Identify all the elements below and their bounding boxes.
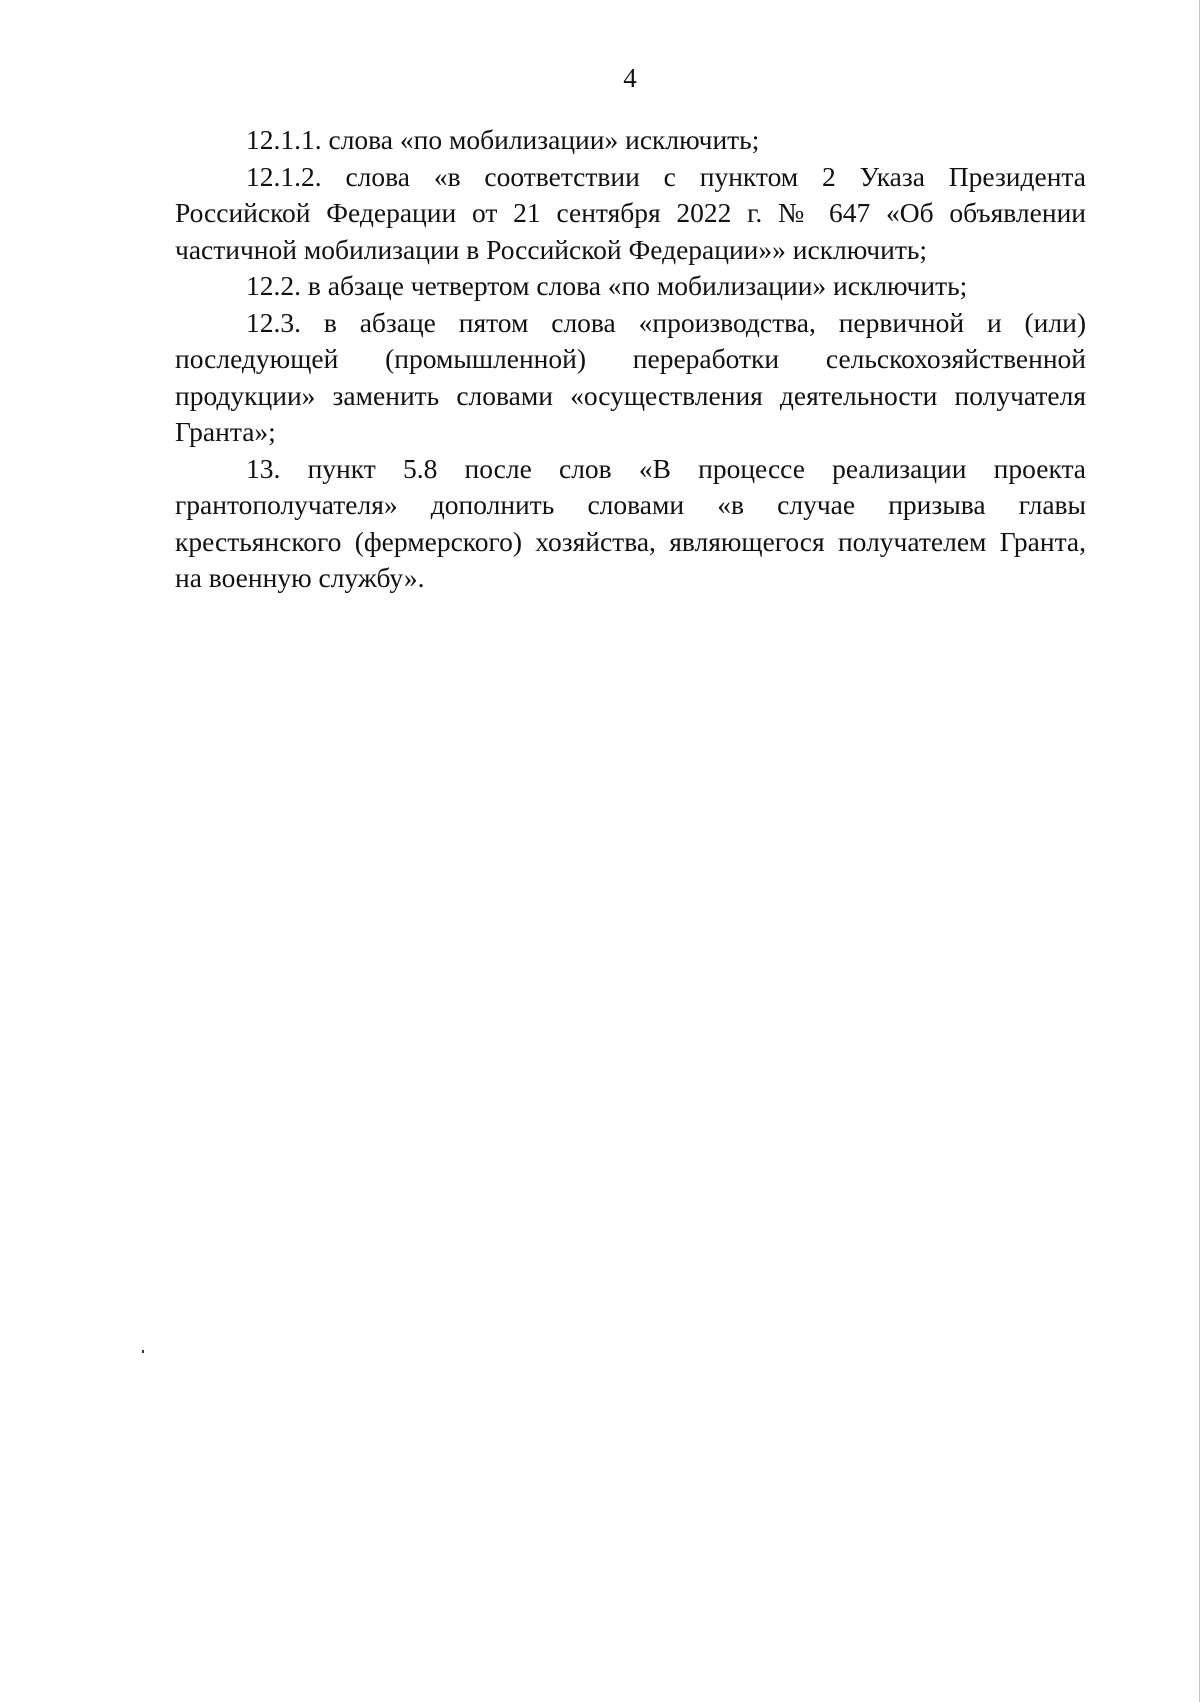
scan-speck — [142, 1350, 144, 1353]
paragraph-12-2: 12.2. в абзаце четвертом слова «по мобилизации» исключить; — [246, 270, 968, 301]
paragraph-12-1-1: 12.1.1. слова «по мобилизации» исключить; — [246, 124, 760, 155]
document-body — [175, 122, 1086, 597]
paragraph-13: 13. пункт 5.8 после слов «В процессе реализации проекта грантополучателя» дополнить словами «в случае призыва главы крестьянского (фермерского) хозяйства, являющегося получателем Гранта, на военную службу». — [175, 452, 1086, 593]
page-number: 4 — [623, 63, 637, 93]
paragraph-12-1-2: 12.1.2. слова «в соответствии с пунктом 2 Указа Президента Российской Федерации от 21 сентября 2022 г. № 647 «Об объявлении частичной мобилизации в Российской Федерации»» исключить; — [175, 160, 1086, 265]
paragraph-12-3: 12.3. в абзаце пятом слова «производства, первичной и (или) последующей (промышленной) переработки сельскохозяйственной продукции» заменить словами «осуществления деятельности получателя Гранта»; — [175, 306, 1086, 447]
